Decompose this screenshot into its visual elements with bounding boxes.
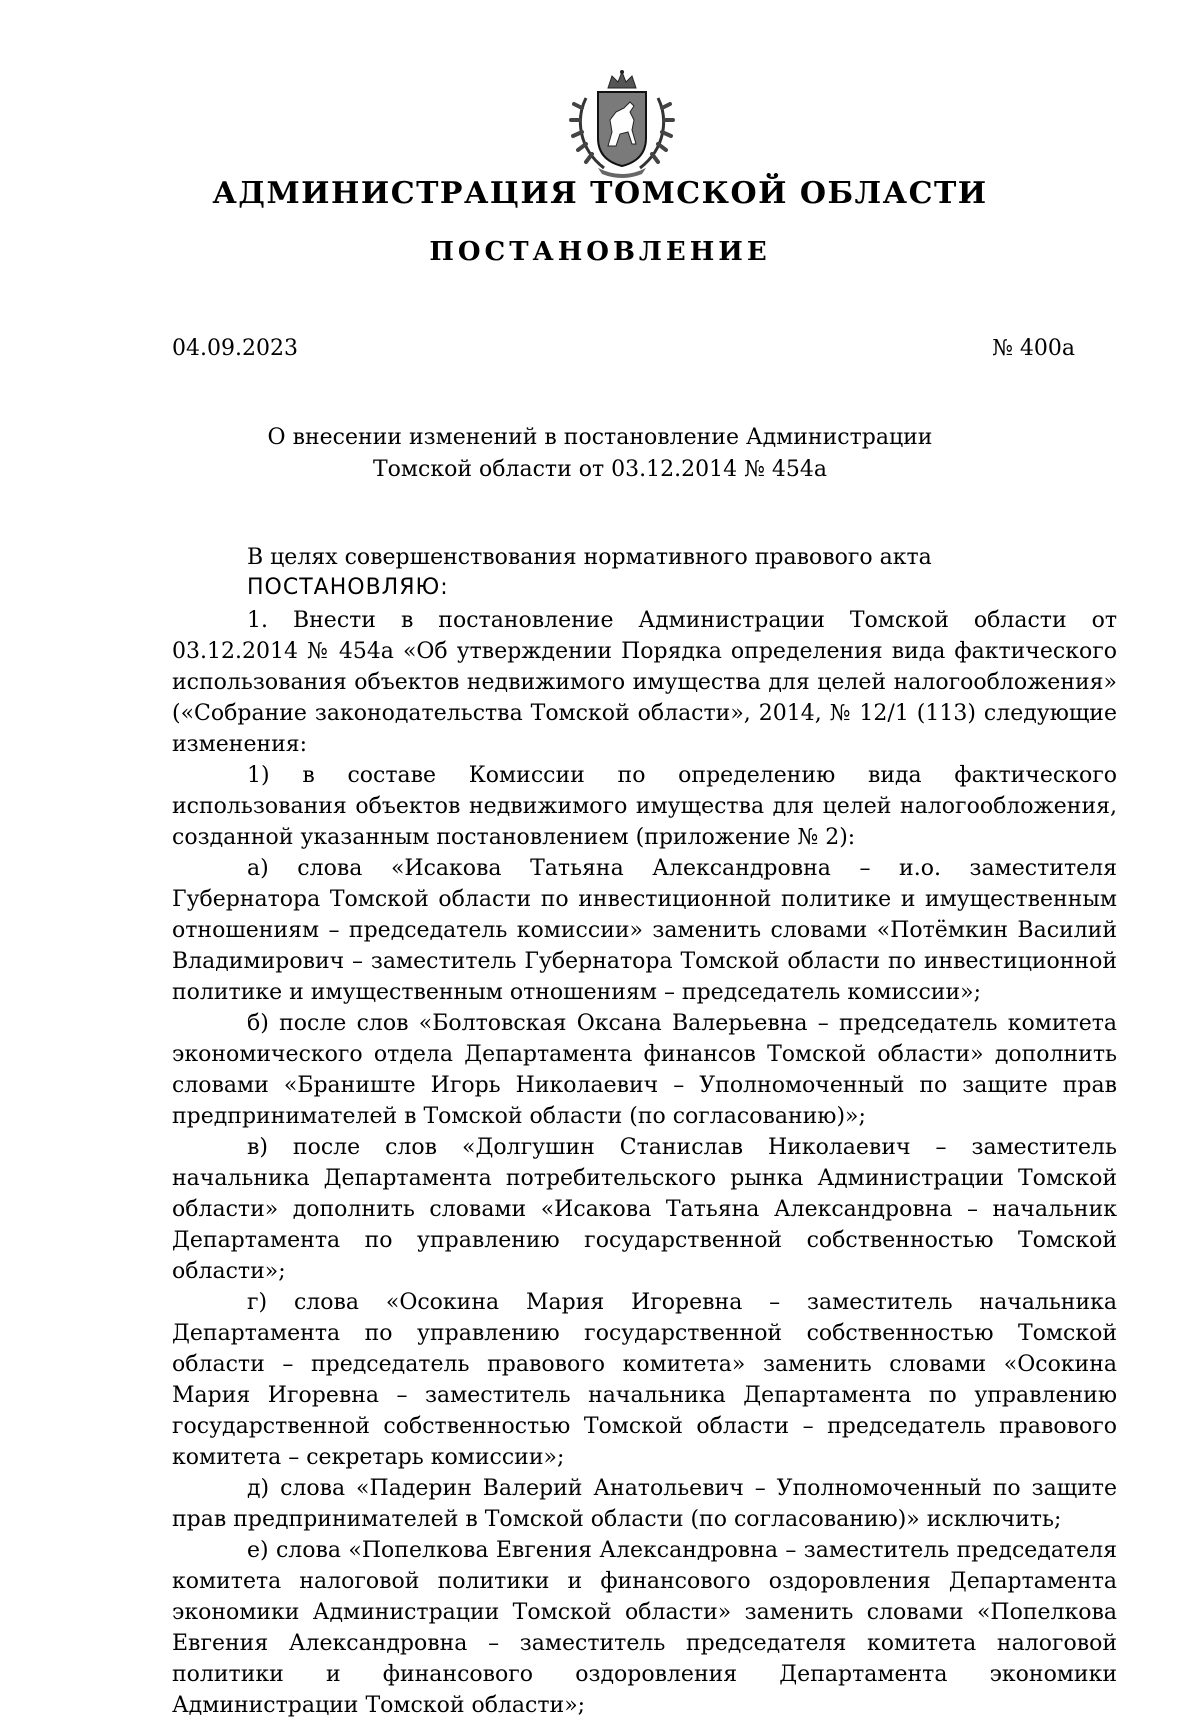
- paragraph-1-1: 1) в составе Комиссии по определению вида фактического использования объектов недвижимого имущества для целей налогообложения, созданной указанным постановлением (приложение № 2):: [172, 763, 1117, 850]
- subparagraph-a: а) слова «Исакова Татьяна Александровна – и.о. заместителя Губернатора Томской области по инвестиционной политике и имущественным отношениям – председатель комиссии» заменить словами «Потёмкин Василий Владимирович – заместитель Губернатора Томской области по инвестиционной политике и имущественным отношениям – председатель комиссии»;: [172, 856, 1117, 1005]
- organization-title: АДМИНИСТРАЦИЯ ТОМСКОЙ ОБЛАСТИ: [212, 176, 988, 211]
- document-body: [172, 542, 1117, 1721]
- subparagraph-e: е) слова «Попелкова Евгения Александровна – заместитель председателя комитета налоговой политики и финансового оздоровления Департамента экономики Администрации Томской области» заменить словами «Попелкова Евгения Александровна – заместитель председателя комитета налоговой политики и финансового оздоровления Департамента экономики Администрации Томской области»;: [172, 1538, 1117, 1718]
- document-date: 04.09.2023: [172, 336, 298, 361]
- document-number: № 400а: [992, 336, 1075, 361]
- paragraph-1: 1. Внести в постановление Администрации Томской области от 03.12.2014 № 454а «Об утверждении Порядка определения вида фактического использования объектов недвижимого имущества для целей налогообложения» («Собрание законодательства Томской области», 2014, № 12/1 (113) следующие изменения:: [172, 608, 1117, 757]
- subject-line-2: Томской области от 03.12.2014 № 454а: [372, 457, 828, 482]
- subparagraph-b: б) после слов «Болтовская Оксана Валерьевна – председатель комитета экономического отдела Департамента финансов Томской области» дополнить словами «Браниште Игорь Николаевич – Уполномоченный по защите прав предпринимателей в Томской области (по согласованию)»;: [172, 1011, 1117, 1129]
- subparagraph-v: в) после слов «Долгушин Станислав Николаевич – заместитель начальника Департамента потребительского рынка Администрации Томской области» дополнить словами «Исакова Татьяна Александровна – начальник Департамента по управлению государственной собственностью Томской области»;: [172, 1135, 1117, 1284]
- subject-line-1: О внесении изменений в постановление Администрации: [267, 425, 933, 450]
- decree-word: ПОСТАНОВЛЯЮ:: [247, 575, 449, 600]
- document-subject: [0, 422, 1200, 486]
- subparagraph-g: г) слова «Осокина Мария Игоревна – заместитель начальника Департамента по управлению государственной собственностью Томской области – председатель правового комитета» заменить словами «Осокина Мария Игоревна – заместитель начальника Департамента по управлению государственной собственностью Томской области – председатель правового комитета – секретарь комиссии»;: [172, 1290, 1117, 1470]
- document-type-heading: ПОСТАНОВЛЕНИЕ: [429, 237, 771, 267]
- subparagraph-d: д) слова «Падерин Валерий Анатольевич – Уполномоченный по защите прав предпринимателей в Томской области (по согласованию)» исключить;: [172, 1476, 1117, 1532]
- intro-paragraph: В целях совершенствования нормативного правового акта: [247, 545, 932, 570]
- tomsk-region-coat-of-arms-icon: [568, 68, 676, 180]
